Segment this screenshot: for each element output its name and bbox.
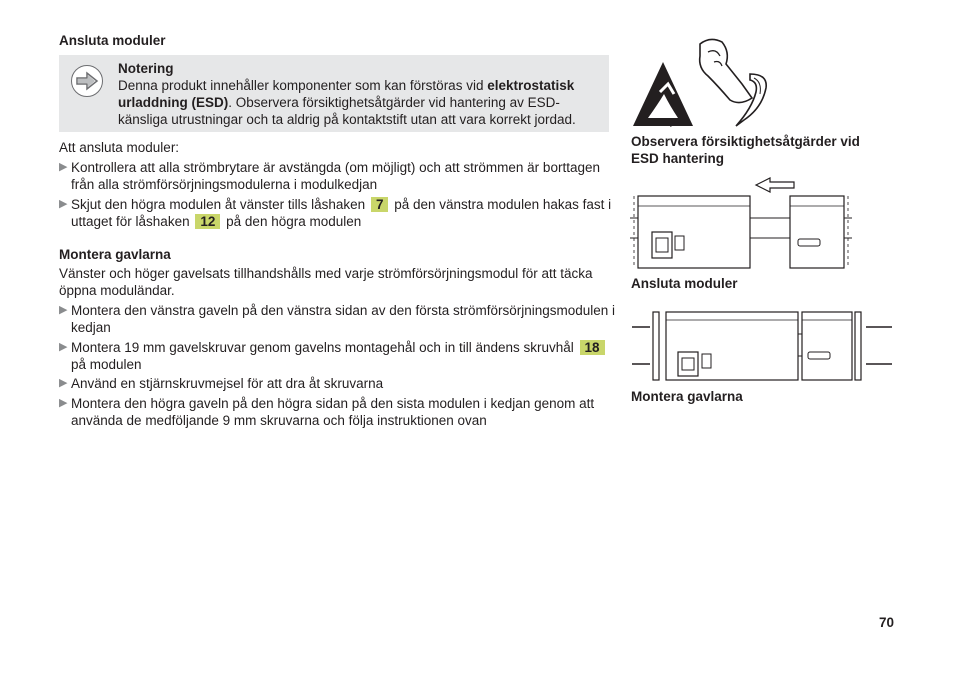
endcaps-step-3	[59, 375, 623, 392]
endcaps-step-4-text: Montera den högra gaveln på den högra sidan på den sista modulen i kedjan genom att använda de medföljande 9 mm skruvarna och följa instruktionen ovan	[71, 396, 595, 428]
bullet-triangle-icon: ▶	[59, 397, 68, 409]
endcaps-step-2	[59, 339, 623, 373]
note-box	[59, 55, 609, 132]
endcaps-step-1-text: Montera den vänstra gaveln på den vänstra sidan av den första strömförsörjningsmodulen i kedjan	[71, 303, 616, 335]
connect-step-2-pre: Skjut den högra modulen åt vänster tills låshaken	[71, 197, 366, 212]
note-content	[118, 60, 603, 128]
endcaps-step-2-post: på modulen	[71, 357, 142, 372]
bullet-triangle-icon: ▶	[59, 304, 68, 316]
connect-caption: Ansluta moduler	[631, 276, 738, 291]
endcaps-step-1	[59, 302, 623, 336]
endcaps-step-2-pre: Montera 19 mm gavelskruvar genom gavelns montagehål och in till ändens skruvhål	[71, 340, 574, 355]
connect-step-2-post: på den högra modulen	[226, 214, 362, 229]
esd-caption: Observera försiktighetsåtgärder vid ESD hantering	[631, 134, 860, 166]
connect-step-1-text: Kontrollera att alla strömbrytare är avstängda (om möjligt) och att strömmen är borttagen från alla strömförsörjningsmodulerna i modulkedjan	[71, 160, 600, 192]
connect-step-2	[59, 196, 623, 230]
connect-intro: Att ansluta moduler:	[59, 140, 180, 155]
note-title: Notering	[118, 61, 174, 76]
endcaps-intro: Vänster och höger gavelsats tillhandshålls med varje strömförsörjningsmodul för att täcka öppna moduländar.	[59, 266, 593, 298]
page-number: 70	[879, 615, 895, 630]
badge-12: 12	[195, 214, 220, 229]
endcaps-illustration	[630, 308, 894, 384]
bullet-triangle-icon: ▶	[59, 341, 68, 353]
note-text-post: . Observera försiktighetsåtgärder vid hantering av ESD-känsliga utrustningar och ta aldrig på kontaktstift utan att vara korrekt jordad.	[118, 95, 576, 127]
connect-step-1	[59, 159, 623, 193]
note-text-pre: Denna produkt innehåller komponenter som kan förstöras vid	[118, 78, 488, 93]
arrow-right-icon	[71, 65, 103, 97]
endcaps-title: Montera gavlarna	[59, 247, 171, 262]
endcaps-step-3-text: Använd en stjärnskruvmejsel för att dra åt skruvarna	[71, 376, 384, 391]
badge-7: 7	[371, 197, 389, 212]
bullet-triangle-icon: ▶	[59, 198, 68, 210]
endcaps-caption: Montera gavlarna	[631, 389, 743, 404]
note-body	[118, 77, 603, 128]
connect-modules-illustration	[630, 176, 852, 270]
esd-warning-illustration	[630, 34, 780, 130]
note-text-bold: elektrostatisk urladdning (ESD)	[118, 78, 575, 110]
connect-step-2-mid: på den vänstra modulen hakas fast i uttaget för låshaken	[71, 197, 612, 229]
bullet-triangle-icon: ▶	[59, 161, 68, 173]
endcaps-step-4	[59, 395, 623, 429]
section-title: Ansluta moduler	[59, 33, 166, 48]
badge-18: 18	[580, 340, 605, 355]
bullet-triangle-icon: ▶	[59, 377, 68, 389]
